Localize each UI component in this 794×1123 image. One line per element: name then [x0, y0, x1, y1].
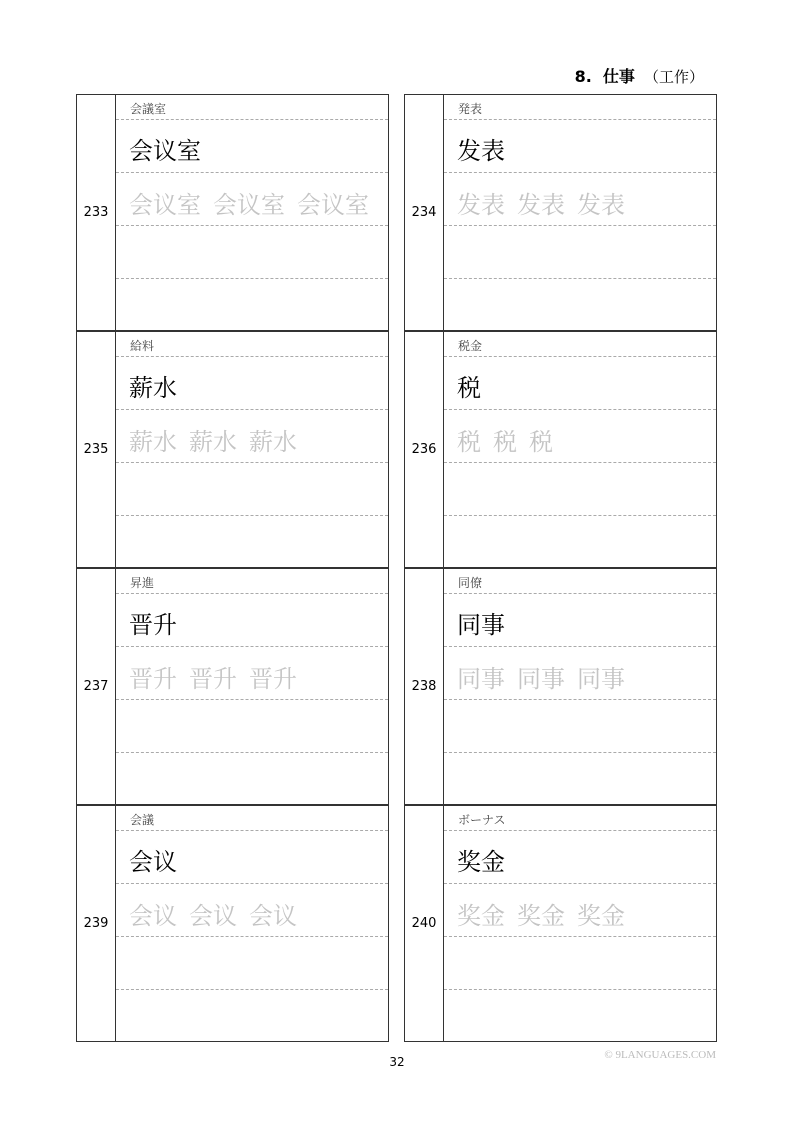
- vocab-card: [404, 331, 717, 568]
- japanese-row: [444, 569, 716, 594]
- chinese-word: 晋升: [129, 611, 177, 639]
- entry-number-text: 240: [411, 916, 437, 931]
- practice-line: [116, 753, 388, 805]
- entry-number: [405, 95, 444, 330]
- trace-word: 同事: [577, 665, 625, 693]
- chinese-row: [116, 357, 388, 410]
- entry-number: [77, 569, 116, 804]
- entry-number: [77, 95, 116, 330]
- trace-word: 奖金: [457, 902, 505, 930]
- copyright-notice: © 9LANGUAGES.COM: [604, 1049, 716, 1061]
- trace-word: 会议: [249, 902, 297, 930]
- japanese-row: [444, 332, 716, 357]
- trace-words: [129, 896, 309, 931]
- practice-area: [444, 806, 716, 1041]
- vocab-card: [76, 568, 389, 805]
- chinese-word: 奖金: [457, 848, 505, 876]
- japanese-row: [116, 569, 388, 594]
- trace-word: 发表: [577, 191, 625, 219]
- trace-row: [116, 884, 388, 937]
- chinese-word: 税: [457, 374, 481, 402]
- entry-number: [405, 569, 444, 804]
- practice-line: [444, 279, 716, 331]
- trace-word: 薪水: [249, 428, 297, 456]
- trace-word: 薪水: [189, 428, 237, 456]
- entry-number-text: 233: [83, 205, 109, 220]
- japanese-label: ボーナス: [458, 813, 506, 827]
- trace-word: 薪水: [129, 428, 177, 456]
- vocab-card: [404, 805, 717, 1042]
- practice-line: [444, 463, 716, 516]
- trace-word: 会议室: [297, 191, 369, 219]
- trace-word: 奖金: [577, 902, 625, 930]
- trace-row: [444, 884, 716, 937]
- trace-words: [129, 185, 381, 220]
- chinese-row: [116, 831, 388, 884]
- trace-word: 发表: [517, 191, 565, 219]
- entry-number: [405, 806, 444, 1041]
- trace-words: [457, 659, 637, 694]
- japanese-label: 会議室: [130, 102, 167, 116]
- trace-word: 会议室: [213, 191, 285, 219]
- section-number: 8.: [574, 67, 592, 86]
- trace-words: [457, 185, 637, 220]
- chinese-row: [444, 831, 716, 884]
- trace-word: 同事: [517, 665, 565, 693]
- practice-area: [444, 95, 716, 330]
- vocab-card: [76, 805, 389, 1042]
- practice-line: [116, 279, 388, 331]
- entry-number: [77, 332, 116, 567]
- chinese-row: [444, 357, 716, 410]
- japanese-label: 同僚: [458, 576, 483, 590]
- trace-word: 税: [529, 428, 553, 456]
- practice-line: [116, 516, 388, 568]
- trace-row: [116, 410, 388, 463]
- trace-word: 晋升: [129, 665, 177, 693]
- japanese-row: [116, 332, 388, 357]
- section-subtitle: （工作）: [643, 68, 704, 86]
- vocab-card: [76, 94, 389, 331]
- chinese-row: [444, 120, 716, 173]
- practice-area: [444, 332, 716, 567]
- practice-line: [116, 937, 388, 990]
- practice-line: [116, 226, 388, 279]
- trace-word: 税: [493, 428, 517, 456]
- japanese-row: [116, 95, 388, 120]
- entry-number-text: 238: [411, 679, 437, 694]
- vocab-card: [404, 94, 717, 331]
- practice-line: [116, 990, 388, 1042]
- chinese-row: [444, 594, 716, 647]
- chinese-row: [116, 120, 388, 173]
- practice-line: [444, 753, 716, 805]
- practice-line: [444, 700, 716, 753]
- chinese-word: 会议室: [129, 137, 201, 165]
- japanese-label: 発表: [458, 102, 483, 116]
- trace-word: 发表: [457, 191, 505, 219]
- trace-words: [457, 422, 565, 457]
- practice-area: [116, 569, 388, 804]
- trace-word: 会议室: [129, 191, 201, 219]
- trace-row: [444, 410, 716, 463]
- entry-number: [405, 332, 444, 567]
- entry-number: [77, 806, 116, 1041]
- vocab-card: [404, 568, 717, 805]
- practice-line: [444, 937, 716, 990]
- entry-number-text: 237: [83, 679, 109, 694]
- entry-number-text: 235: [83, 442, 109, 457]
- entry-number-text: 236: [411, 442, 437, 457]
- practice-line: [444, 516, 716, 568]
- japanese-row: [444, 95, 716, 120]
- practice-line: [444, 226, 716, 279]
- japanese-label: 会議: [130, 813, 155, 827]
- trace-word: 税: [457, 428, 481, 456]
- japanese-label: 昇進: [130, 576, 155, 590]
- practice-line: [116, 700, 388, 753]
- entry-number-text: 234: [411, 205, 437, 220]
- trace-word: 奖金: [517, 902, 565, 930]
- chinese-word: 会议: [129, 848, 177, 876]
- trace-word: 同事: [457, 665, 505, 693]
- trace-words: [129, 659, 309, 694]
- trace-word: 晋升: [249, 665, 297, 693]
- practice-area: [444, 569, 716, 804]
- trace-word: 晋升: [189, 665, 237, 693]
- japanese-row: [444, 806, 716, 831]
- trace-row: [116, 647, 388, 700]
- trace-row: [444, 173, 716, 226]
- chinese-word: 同事: [457, 611, 505, 639]
- section-title: 仕事: [602, 67, 635, 86]
- practice-line: [444, 990, 716, 1042]
- vocab-card: [76, 331, 389, 568]
- practice-area: [116, 806, 388, 1041]
- japanese-row: [116, 806, 388, 831]
- trace-words: [457, 896, 637, 931]
- entry-number-text: 239: [83, 916, 109, 931]
- chinese-word: 发表: [457, 137, 505, 165]
- trace-word: 会议: [189, 902, 237, 930]
- trace-row: [116, 173, 388, 226]
- chinese-row: [116, 594, 388, 647]
- page-number: 32: [389, 1055, 405, 1069]
- section-header: [575, 64, 704, 87]
- chinese-word: 薪水: [129, 374, 177, 402]
- trace-row: [444, 647, 716, 700]
- practice-line: [116, 463, 388, 516]
- trace-word: 会议: [129, 902, 177, 930]
- japanese-label: 給料: [130, 339, 155, 353]
- japanese-label: 税金: [458, 339, 483, 353]
- trace-words: [129, 422, 309, 457]
- practice-area: [116, 332, 388, 567]
- practice-area: [116, 95, 388, 330]
